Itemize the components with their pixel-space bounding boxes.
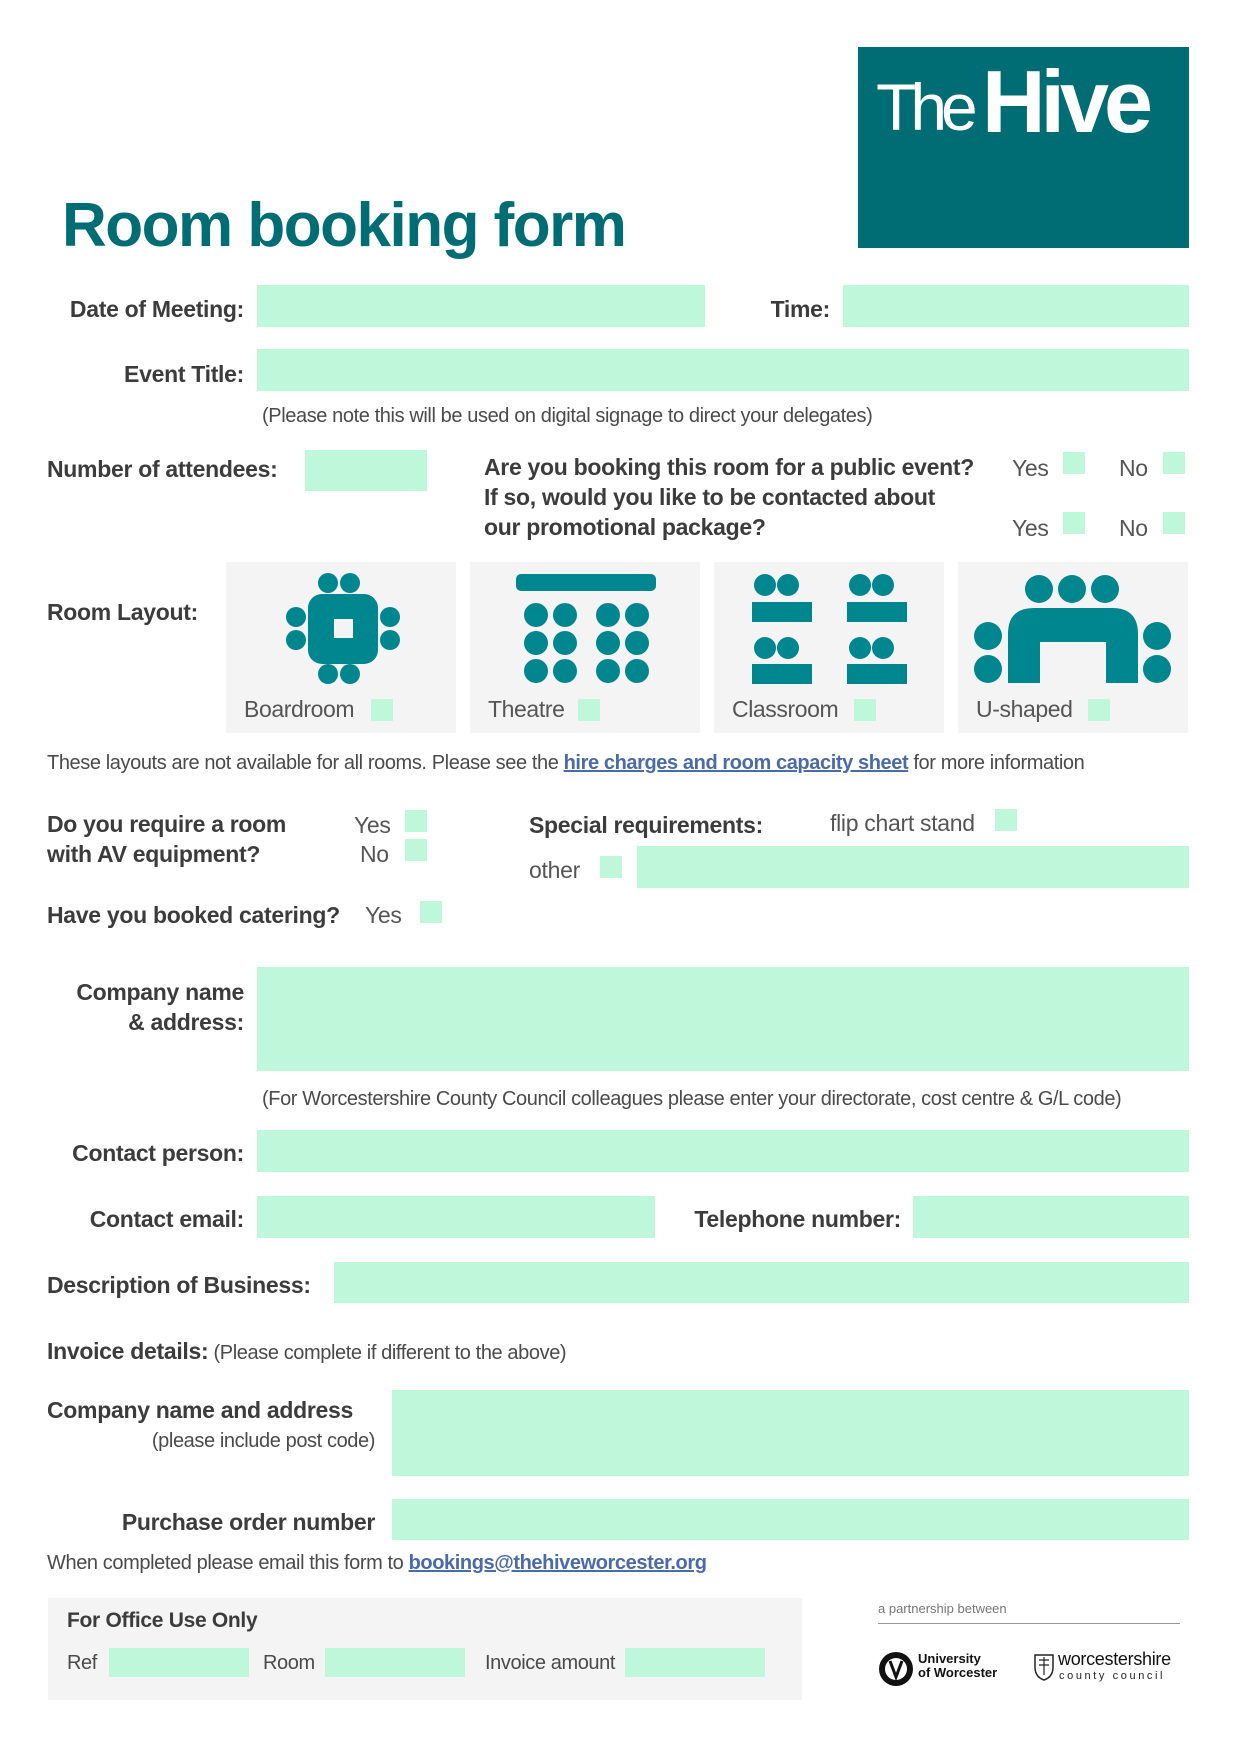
invoice-company-sub: (please include post code) [151, 1430, 375, 1452]
other-requirements-field[interactable] [637, 846, 1189, 888]
council-crest-icon [1033, 1651, 1055, 1681]
worcestershire-county-council-logo [1030, 1649, 1182, 1687]
business-description-label: Description of Business: [47, 1272, 311, 1298]
flip-chart-label: flip chart stand [830, 810, 975, 836]
partnership-divider [878, 1623, 1180, 1624]
purchase-order-field[interactable] [392, 1499, 1189, 1540]
promo-yes-checkbox[interactable] [1063, 512, 1085, 534]
u-shaped-icon [958, 562, 1189, 692]
uow-line2: of Worcester [918, 1665, 998, 1680]
event-title-note: (Please note this will be used on digital signage to direct your delegates) [262, 405, 873, 427]
attendees-field[interactable] [305, 450, 427, 491]
layout-card-classroom[interactable] [714, 562, 944, 733]
public-yes-label: Yes [1012, 455, 1049, 481]
layout-card-u-shaped[interactable] [958, 562, 1188, 733]
date-label: Date of Meeting: [69, 296, 244, 322]
event-title-label: Event Title: [124, 361, 244, 387]
av-no-checkbox[interactable] [405, 839, 427, 861]
contact-person-field[interactable] [257, 1130, 1189, 1172]
the-hive-logo [858, 47, 1189, 248]
catering-yes-checkbox[interactable] [420, 901, 442, 923]
wcc-line2: county council [1059, 1670, 1166, 1682]
invoice-company-field[interactable] [392, 1390, 1189, 1476]
page-title: Room booking form [62, 191, 626, 260]
av-label-line2: with AV equipment? [47, 841, 261, 867]
room-layout-label: Room Layout: [47, 599, 198, 625]
layout-availability-note: These layouts are not available for all rooms. Please see the hire charges and room capacity sheet for more information [47, 752, 1085, 774]
av-yes-checkbox[interactable] [405, 810, 427, 832]
invoice-company-label: Company name and address [47, 1397, 353, 1423]
telephone-field[interactable] [913, 1196, 1189, 1238]
office-ref-field[interactable] [109, 1648, 249, 1677]
av-no-label: No [360, 841, 389, 867]
contact-email-label: Contact email: [89, 1206, 244, 1232]
time-label: Time: [770, 296, 830, 322]
submit-instruction: When completed please email this form to bookings@thehiveworcester.org [47, 1552, 707, 1574]
u-shaped-checkbox[interactable] [1088, 699, 1110, 721]
partnership-label: a partnership between [878, 1601, 1007, 1616]
contact-person-label: Contact person: [72, 1140, 244, 1166]
company-note: (For Worcestershire County Council colleagues please enter your directorate, cost centre & G/L code) [262, 1088, 1122, 1110]
catering-label: Have you booked catering? [47, 902, 340, 928]
office-use-title: For Office Use Only [67, 1609, 258, 1632]
wcc-line1: worcestershire [1058, 1649, 1171, 1669]
bookings-email-link[interactable]: bookings@thehiveworcester.org [408, 1552, 707, 1574]
boardroom-checkbox[interactable] [371, 699, 393, 721]
time-field[interactable] [843, 285, 1189, 327]
purchase-order-label: Purchase order number [121, 1509, 375, 1535]
hire-charges-link[interactable]: hire charges and room capacity sheet [563, 752, 909, 774]
office-ref-label: Ref [67, 1652, 97, 1674]
special-requirements-label: Special requirements: [529, 812, 764, 838]
promo-no-checkbox[interactable] [1163, 512, 1185, 534]
contact-email-field[interactable] [257, 1196, 655, 1238]
office-invoice-amount-label: Invoice amount [485, 1652, 616, 1674]
layout-name-theatre: Theatre [488, 696, 565, 722]
public-event-question: Are you booking this room for a public event? [484, 454, 974, 480]
university-of-worcester-logo [878, 1649, 1004, 1689]
public-no-checkbox[interactable] [1163, 452, 1185, 474]
layout-name-boardroom: Boardroom [244, 696, 355, 722]
company-address-field[interactable] [257, 967, 1189, 1071]
public-yes-checkbox[interactable] [1063, 452, 1085, 474]
business-description-field[interactable] [334, 1262, 1189, 1303]
boardroom-icon [226, 562, 456, 692]
uow-line1: University [918, 1651, 981, 1666]
event-title-field[interactable] [257, 349, 1189, 391]
promo-no-label: No [1119, 515, 1148, 541]
classroom-icon [714, 562, 944, 692]
catering-yes-label: Yes [365, 902, 402, 928]
attendees-label: Number of attendees: [47, 456, 278, 482]
av-yes-label: Yes [354, 812, 391, 838]
other-label: other [529, 857, 580, 883]
other-checkbox[interactable] [600, 856, 622, 878]
theatre-checkbox[interactable] [578, 699, 600, 721]
promo-yes-label: Yes [1012, 515, 1049, 541]
layout-name-u-shaped: U-shaped [976, 696, 1073, 722]
company-label-line2: & address: [128, 1009, 244, 1035]
logo-the: The [876, 70, 972, 144]
public-no-label: No [1119, 455, 1148, 481]
layout-card-theatre[interactable] [470, 562, 700, 733]
promo-question-line1: If so, would you like to be contacted about [484, 484, 935, 510]
company-label-line1: Company name [76, 979, 244, 1005]
classroom-checkbox[interactable] [854, 699, 876, 721]
office-room-label: Room [263, 1652, 315, 1674]
invoice-details-label: Invoice details: (Please complete if different to the above) [47, 1338, 567, 1364]
theatre-icon [470, 562, 700, 692]
layout-name-classroom: Classroom [732, 696, 839, 722]
date-field[interactable] [257, 285, 705, 327]
promo-question-line2: our promotional package? [484, 514, 766, 540]
flip-chart-checkbox[interactable] [995, 809, 1017, 831]
invoice-details-note: (Please complete if different to the above) [208, 1342, 567, 1364]
layout-card-boardroom[interactable] [226, 562, 456, 733]
logo-hive: Hive [982, 52, 1148, 151]
office-invoice-amount-field[interactable] [625, 1648, 765, 1677]
university-crest-icon [878, 1649, 916, 1689]
av-label-line1: Do you require a room [47, 811, 287, 837]
telephone-label: Telephone number: [694, 1206, 901, 1232]
office-room-field[interactable] [325, 1648, 465, 1677]
